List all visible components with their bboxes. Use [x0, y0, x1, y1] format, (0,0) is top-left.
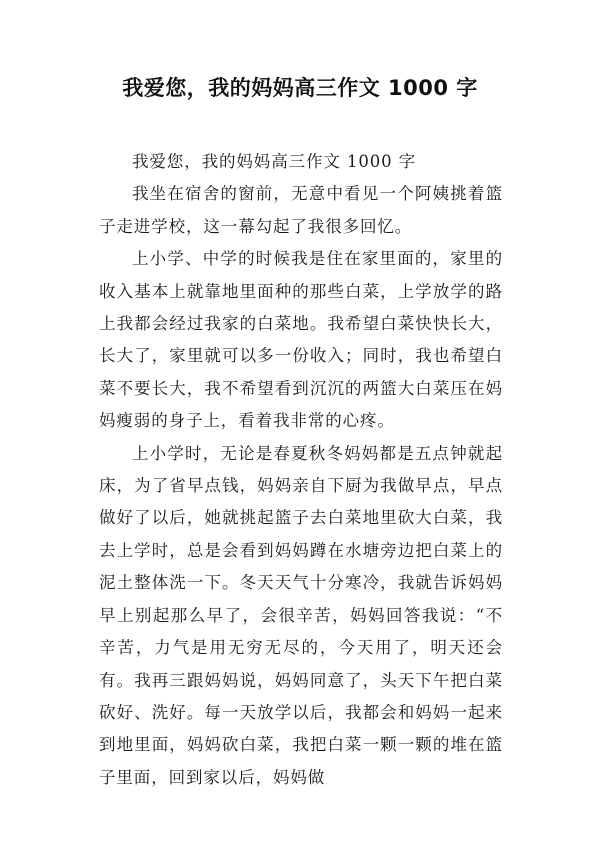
document-body: [99, 146, 503, 794]
paragraph: 上小学、中学的时候我是住在家里面的，家里的收入基本上就靠地里面种的那些白菜，上学放学的路上我都会经过我家的白菜地。我希望白菜快快长大，长大了，家里就可以多一份收入；同时，我也希望白菜不要长大，我不希望看到沉沉的两篮大白菜压在妈妈瘦弱的身子上，看着我非常的心疼。: [99, 249, 503, 431]
document-title: 我爱您，我的妈妈高三作文 1000 字: [122, 76, 478, 100]
paragraph: 我坐在宿舍的窗前，无意中看见一个阿姨挑着篮子走进学校，这一幕勾起了我很多回忆。: [99, 184, 503, 236]
paragraph: 我爱您，我的妈妈高三作文 1000 字: [132, 152, 417, 171]
paragraph: 上小学时，无论是春夏秋冬妈妈都是五点钟就起床，为了省早点钱，妈妈亲自下厨为我做早点，早点做好了以后，她就挑起篮子去白菜地里砍大白菜，我去上学时，总是会看到妈妈蹲在水塘旁边把白菜上的泥土整体洗一下。冬天天气十分寒冷，我就告诉妈妈早上别起那么早了，会很辛苦，妈妈回答我说：“不辛苦，力气是用无穷无尽的，今天用了，明天还会有。我再三跟妈妈说，妈妈同意了，头天下午把白菜砍好、洗好。每一天放学以后，我都会和妈妈一起来到地里面，妈妈砍白菜，我把白菜一颗一颗的堆在篮子里面，回到家以后，妈妈做: [99, 443, 503, 787]
